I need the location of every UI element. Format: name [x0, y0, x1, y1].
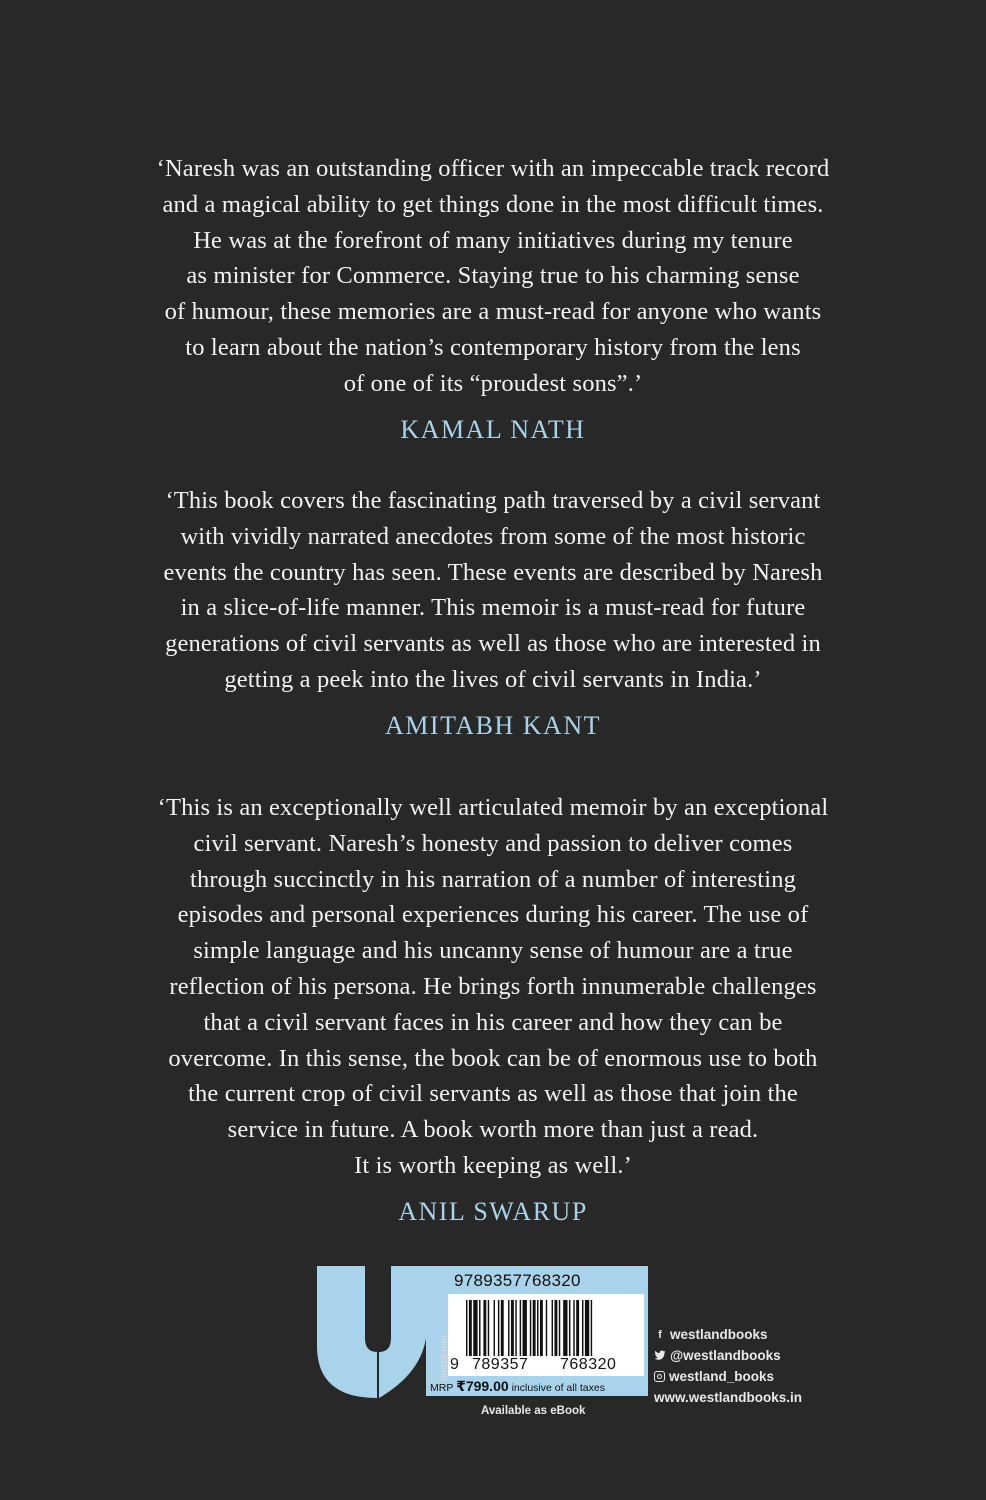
- twitter-handle: @westlandbooks: [670, 1348, 781, 1363]
- ebook-note: Available as eBook: [481, 1405, 586, 1417]
- quote-anil-swarup: [0, 790, 986, 1228]
- quote-line: overcome. In this sense, the book can be of enormous use to both: [168, 1044, 818, 1072]
- quote-line: in a slice-of-life manner. This memoir is a must-read for future: [180, 594, 806, 622]
- barcode: [448, 1294, 644, 1376]
- quote-line: through succinctly in his narration of a number of interesting: [190, 865, 796, 893]
- tax-note: inclusive of all taxes: [511, 1382, 605, 1394]
- quote-line: generations of civil servants as well as those who are interested in: [165, 630, 821, 658]
- category-label: non-fiction: [438, 1335, 449, 1382]
- price-line: [430, 1378, 605, 1395]
- price: ₹799.00: [456, 1378, 509, 1394]
- barcode-digits-left: 789357: [472, 1356, 529, 1373]
- quote-line: getting a peek into the lives of civil servants in India.’: [224, 665, 762, 693]
- publisher-logo-icon: [317, 1266, 437, 1398]
- quote-line: reflection of his persona. He brings forth innumerable challenges: [169, 972, 817, 1000]
- social-links: [654, 1324, 802, 1408]
- quote-author: AMITABH KANT: [385, 710, 601, 740]
- quote-line: civil servant. Naresh’s honesty and passion to deliver comes: [193, 829, 793, 857]
- website-link[interactable]: [654, 1387, 802, 1408]
- quote-amitabh-kant: [0, 483, 986, 742]
- facebook-link[interactable]: [654, 1324, 802, 1345]
- quote-line: service in future. A book worth more than just a read.: [227, 1116, 759, 1144]
- quote-line: as minister for Commerce. Staying true to his charming sense: [186, 262, 800, 290]
- quote-text: [0, 483, 986, 698]
- instagram-link[interactable]: [654, 1366, 802, 1387]
- quote-line: episodes and personal experiences during his career. The use of: [177, 901, 809, 929]
- quote-line: ‘Naresh was an outstanding officer with an impeccable track record: [156, 155, 830, 182]
- quote-line: to learn about the nation’s contemporary history from the lens: [185, 333, 801, 361]
- quote-kamal-nath: [0, 151, 986, 446]
- twitter-icon: [654, 1350, 666, 1362]
- quote-text: [0, 151, 986, 402]
- barcode-bars: [452, 1300, 640, 1356]
- facebook-icon: f: [658, 1328, 662, 1341]
- quote-line: the current crop of civil servants as well as those that join the: [188, 1080, 798, 1108]
- quote-line: It is worth keeping as well.’: [354, 1151, 632, 1179]
- quote-line: of one of its “proudest sons”.’: [343, 369, 643, 397]
- quote-line: and a magical ability to get things done in the most difficult times.: [162, 190, 824, 218]
- quote-line: ‘This book covers the fascinating path traversed by a civil servant: [165, 487, 821, 514]
- twitter-link[interactable]: [654, 1345, 802, 1366]
- quote-line: ‘This is an exceptionally well articulated memoir by an exceptional: [157, 794, 829, 821]
- mrp-label: MRP: [430, 1382, 454, 1394]
- quote-line: that a civil servant faces in his career and how they can be: [203, 1008, 783, 1036]
- quote-line: with vividly narrated anecdotes from some of the most historic: [180, 522, 806, 550]
- website-url: www.westlandbooks.in: [654, 1390, 803, 1405]
- quote-line: events the country has seen. These events are described by Naresh: [163, 558, 823, 586]
- facebook-handle: westlandbooks: [670, 1327, 768, 1342]
- quote-line: simple language and his uncanny sense of humour are a true: [193, 937, 793, 965]
- isbn-number: 9789357768320: [454, 1271, 581, 1290]
- quote-author: KAMAL NATH: [400, 414, 586, 444]
- quote-text: [0, 790, 986, 1184]
- quote-line: He was at the forefront of many initiatives during my tenure: [193, 226, 793, 254]
- quote-line: of humour, these memories are a must-read for anyone who wants: [164, 298, 822, 326]
- barcode-digit-first: 9: [450, 1356, 460, 1373]
- instagram-handle: westland_books: [669, 1369, 775, 1384]
- barcode-panel: [426, 1266, 648, 1396]
- quote-author: ANIL SWARUP: [398, 1196, 588, 1226]
- instagram-icon: [654, 1371, 665, 1382]
- barcode-digits-right: 768320: [560, 1356, 617, 1373]
